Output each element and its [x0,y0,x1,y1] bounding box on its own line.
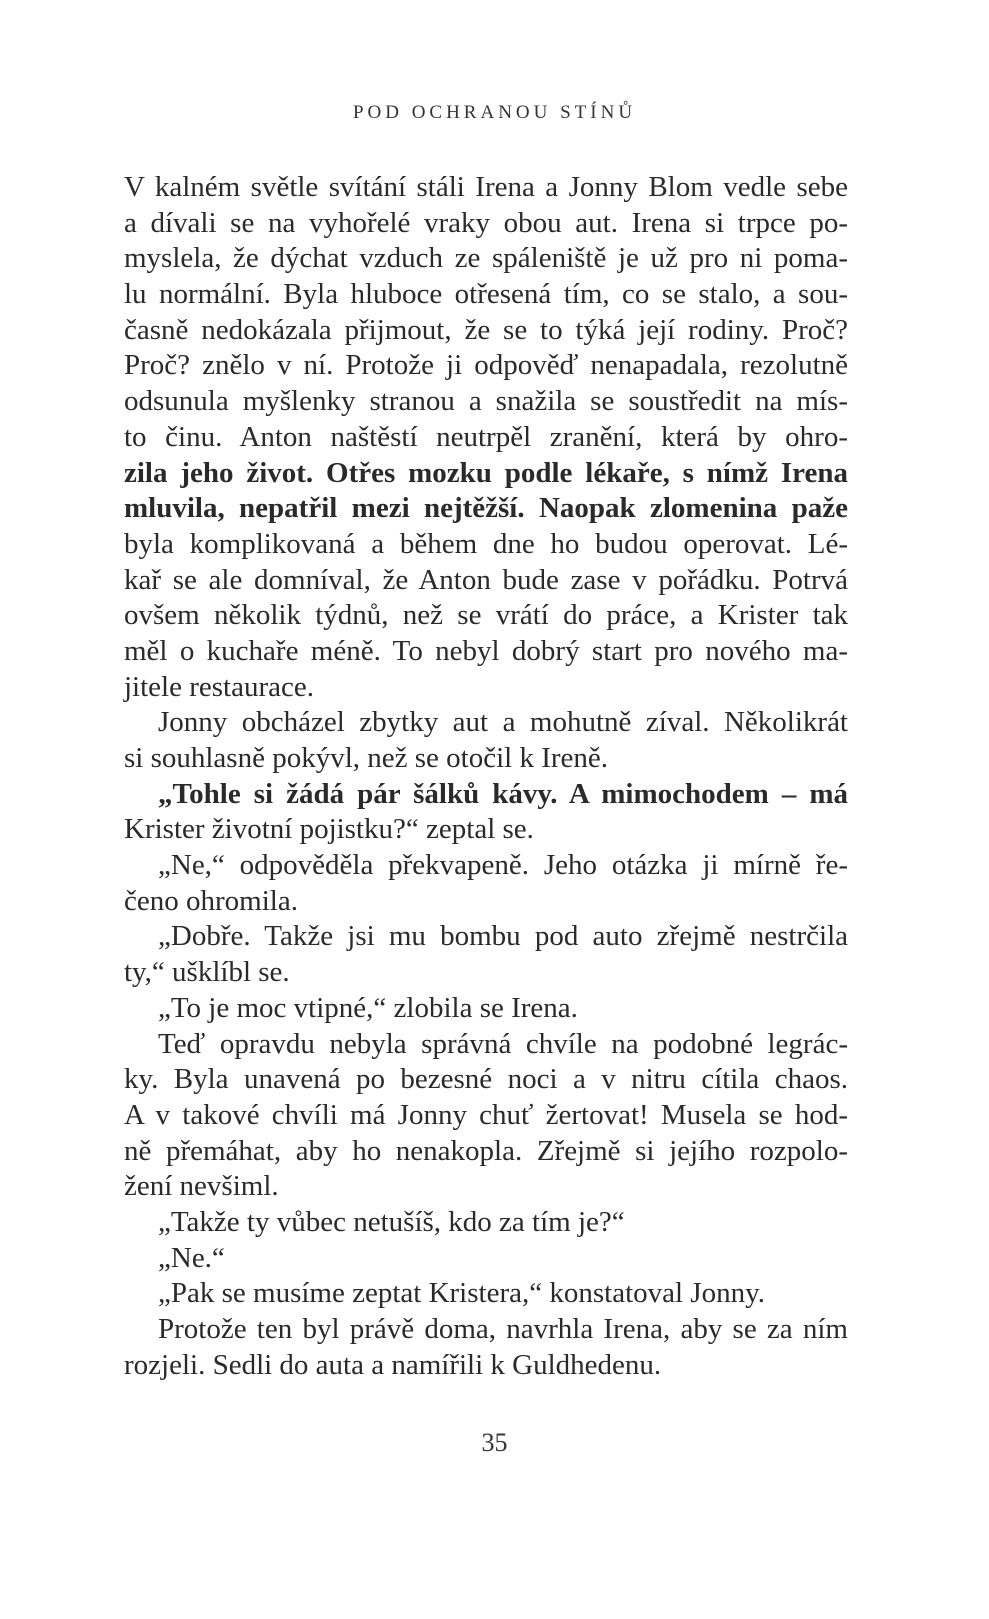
text-line: „Takže ty vůbec netušíš, kdo za tím je?“ [158,1205,625,1238]
text-line: ky. Byla unavená po bezesné noci a v nitru cítila chaos. [124,1063,848,1096]
text-line: Jonny obcházel zbytky aut a mohutně zíval. Několikrát [158,706,848,739]
text-line: žení nevšiml. [124,1170,279,1203]
body-text [124,170,848,1383]
text-line: Proč? znělo v ní. Protože ji odpověď nenapadala, rezolutně [124,349,848,382]
text-line: rozjeli. Sedli do auta a namířili k Guldhedenu. [124,1348,662,1381]
text-line: si souhlasně pokývl, než se otočil k Ireně. [124,742,609,774]
text-line: a dívali se na vyhořelé vraky obou aut. Irena si trpce po- [124,206,848,239]
text-line: jitele restaurace. [124,670,314,703]
text-line: mluvila, nepatřil mezi nejtěžší. Naopak zlomenina paže [124,492,848,525]
text-line: Teď opravdu nebyla správná chvíle na podobné legrác- [158,1027,848,1060]
text-line: lu normální. Byla hluboce otřesená tím, co se stalo, a sou- [124,278,848,311]
text-line: ty,“ ušklíbl se. [124,956,290,989]
text-line: „Ne,“ odpověděla překvapeně. Jeho otázka ji mírně ře- [158,849,848,882]
text-line: „Pak se musíme zeptat Kristera,“ konstatoval Jonny. [158,1277,765,1310]
text-line: „Tohle si žádá pár šálků kávy. A mimochodem – má [158,777,848,810]
text-line: ně přemáhat, aby ho nenakopla. Zřejmě si jejího rozpolo- [124,1134,848,1167]
text-line: V kalném světle svítání stáli Irena a Jonny Blom vedle sebe [124,171,848,203]
text-line: A v takové chvíli má Jonny chuť žertovat! Musela se hod- [124,1098,848,1131]
text-line: myslela, že dýchat vzduch ze spáleniště je už pro ni poma- [124,242,848,275]
text-line: kař se ale domníval, že Anton bude zase v pořádku. Potrvá [124,563,848,596]
text-line: to činu. Anton naštěstí neutrpěl zranění, která by ohro- [124,420,848,453]
text-line: čeno ohromila. [124,884,298,917]
page-number: 35 [481,1428,508,1457]
text-line: měl o kuchaře méně. To nebyl dobrý start pro nového ma- [124,634,848,667]
text-line: časně nedokázala přijmout, že se to týká její rodiny. Proč? [124,313,848,346]
running-head: POD OCHRANOU STÍNŮ [352,102,637,123]
text-line: Protože ten byl právě doma, navrhla Irena, aby se za ním [158,1313,848,1345]
text-line: zila jeho život. Otřes mozku podle lékaře, s nímž Irena [124,456,848,489]
text-line: „Dobře. Takže jsi mu bombu pod auto zřejmě nestrčila [158,920,848,953]
text-line: „To je moc vtipné,“ zlobila se Irena. [158,991,578,1024]
text-line: „Ne.“ [158,1241,225,1274]
text-line: odsunula myšlenky stranou a snažila se soustředit na mís- [124,385,848,418]
text-line: byla komplikovaná a během dne ho budou operovat. Lé- [124,527,848,560]
text-line: ovšem několik týdnů, než se vrátí do práce, a Krister tak [124,599,848,632]
text-line: Krister životní pojistku?“ zeptal se. [124,813,534,846]
